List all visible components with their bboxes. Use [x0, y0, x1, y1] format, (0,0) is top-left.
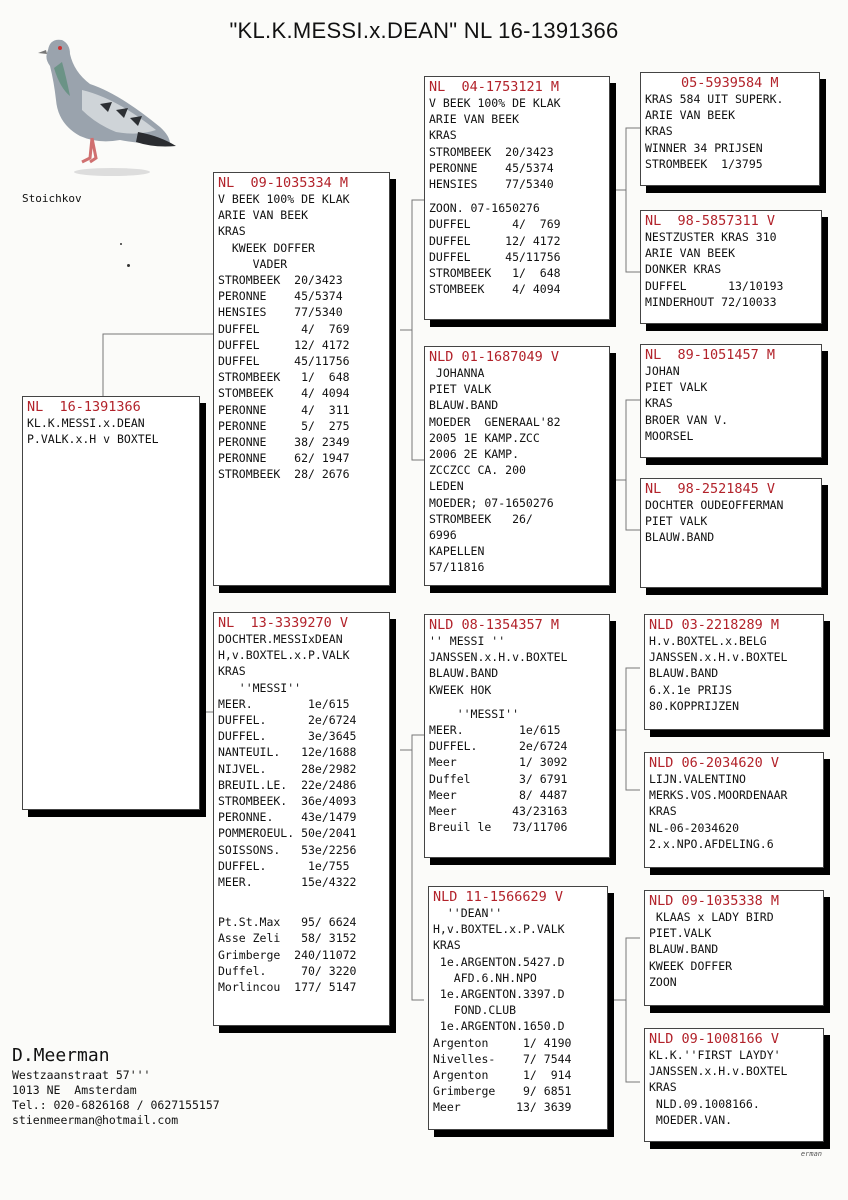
info-line: KAPELLEN: [429, 544, 485, 559]
info-line: H,v.BOXTEL.x.P.VALK: [218, 648, 350, 663]
owner-contact: [12, 1044, 220, 1128]
info-line: Argenton 1/ 4190: [433, 1035, 572, 1050]
pedigree-box-mff: [644, 614, 824, 730]
info-line: 6.X.1e PRIJS: [649, 682, 733, 697]
info-line: Grimberge 240/11072: [218, 947, 357, 962]
info-line: POMMEROEUL. 50e/2041: [218, 826, 357, 841]
pedigree-box-fmm: [640, 478, 822, 588]
info-line: DUFFEL 12/ 4172: [429, 233, 561, 248]
info-line: Duffel 3/ 6791: [429, 771, 568, 786]
info-line: KL.K.''FIRST LAYDY': [649, 1048, 781, 1062]
info-line: Meer 13/ 3639: [433, 1100, 572, 1115]
info-line: STROMBEEK 1/3795: [645, 156, 763, 171]
pedigree-box-fmf: [640, 344, 822, 458]
corner-mark: erman: [800, 1150, 822, 1158]
info-line: KRAS: [649, 1080, 677, 1095]
info-line: 2005 1E KAMP.ZCC: [429, 430, 540, 445]
info-line: KWEEK DOFFER: [649, 958, 733, 973]
info-line: STROMBEEK 20/3423: [429, 144, 554, 159]
pedigree-box-mmm: [644, 1028, 824, 1142]
info-line: KRAS: [218, 664, 246, 679]
info-line: KRAS: [645, 396, 673, 411]
ring-number: NLD 06-2034620 V: [649, 755, 780, 771]
owner-email: stienmeerman@hotmail.com: [12, 1113, 179, 1127]
info-line: KRAS: [429, 128, 457, 143]
ring-number: NLD 03-2218289 M: [649, 617, 780, 633]
pedigree-box-fm: [424, 346, 610, 586]
ring-number: NL 89-1051457 M: [645, 347, 776, 363]
info-line: DUFFEL. 1e/755: [218, 858, 350, 873]
pedigree-title: "KL.K.MESSI.x.DEAN" NL 16-1391366: [229, 18, 619, 43]
pedigree-box-mm: [428, 886, 608, 1130]
info-line: '' MESSI '': [429, 634, 506, 648]
info-line: ''MESSI'': [429, 706, 520, 721]
info-line: PERONNE 38/ 2349: [218, 435, 350, 450]
info-line: DUFFEL. 3e/3645: [218, 729, 357, 744]
info-line: DUFFEL 4/ 769: [429, 217, 561, 232]
info-line: 1e.ARGENTON.1650.D: [433, 1019, 565, 1034]
info-line: STOMBEEK 4/ 4094: [429, 282, 561, 297]
ring-number: NLD 01-1687049 V: [429, 349, 560, 365]
info-line: HENSIES 77/5340: [218, 305, 343, 320]
info-line: 2.x.NPO.AFDELING.6: [649, 836, 774, 851]
info-line: STROMBEEK 1/ 648: [429, 266, 561, 281]
ring-number: NLD 09-1008166 V: [649, 1031, 780, 1047]
info-line: 6996: [429, 528, 457, 543]
ring-number: NLD 09-1035338 M: [649, 893, 780, 909]
info-line: ARIE VAN BEEK: [645, 246, 736, 261]
info-line: ''DEAN'': [433, 906, 503, 920]
info-line: DUFFEL 4/ 769: [218, 321, 350, 336]
spacer: [218, 906, 385, 914]
info-line: DUFFEL. 2e/6724: [218, 713, 357, 728]
info-line: FOND.CLUB: [433, 1003, 517, 1018]
info-line: PIET.VALK: [649, 926, 712, 941]
info-line: JOHAN: [645, 364, 680, 378]
info-line: VADER: [218, 256, 288, 271]
info-line: MEER. 1e/615: [429, 723, 561, 738]
info-line: Duffel. 70/ 3220: [218, 963, 357, 978]
info-line: ZOON. 07-1650276: [429, 201, 540, 216]
info-line: STROMBEEK 28/ 2676: [218, 467, 350, 482]
pedigree-box-fff: [640, 72, 820, 186]
info-line: 1e.ARGENTON.3397.D: [433, 987, 565, 1002]
info-line: KWEEK DOFFER: [218, 240, 315, 255]
info-line: BLAUW.BAND: [429, 666, 499, 681]
pedigree-box-mfm: [644, 752, 824, 868]
info-line: 57/11816: [429, 560, 485, 575]
pedigree-box-ff: [424, 76, 610, 320]
info-line: MINDERHOUT 72/10033: [645, 294, 777, 309]
info-line: Breuil le 73/11706: [429, 820, 568, 835]
info-line: BROER VAN V.: [645, 412, 729, 427]
info-line: LIJN.VALENTINO: [649, 772, 746, 786]
pedigree-box-ffm: [640, 210, 822, 324]
owner-city: 1013 NE Amsterdam: [12, 1083, 137, 1097]
info-line: NL-06-2034620: [649, 820, 740, 835]
info-line: MOEDER; 07-1650276: [429, 495, 554, 510]
spacer: [429, 698, 605, 706]
info-line: STROMBEEK 26/: [429, 511, 533, 526]
info-line: 2006 2E KAMP.: [429, 447, 520, 462]
info-line: BREUIL.LE. 22e/2486: [218, 777, 357, 792]
info-line: PERONNE. 43e/1479: [218, 810, 357, 825]
photo-caption: Stoichkov: [22, 192, 82, 205]
info-line: STOMBEEK 4/ 4094: [218, 386, 350, 401]
pedigree-box-mf: [424, 614, 610, 858]
info-line: DONKER KRAS: [645, 262, 722, 277]
info-line: JOHANNA: [429, 366, 485, 380]
info-line: Meer 1/ 3092: [429, 755, 568, 770]
info-line: H,v.BOXTEL.x.P.VALK: [433, 922, 565, 937]
info-line: WINNER 34 PRIJSEN: [645, 140, 763, 155]
info-line: SOISSONS. 53e/2256: [218, 842, 357, 857]
ring-number: NLD 11-1566629 V: [433, 889, 564, 905]
info-line: DUFFEL 45/11756: [429, 249, 561, 264]
info-line: STROMBEEK 1/ 648: [218, 370, 350, 385]
info-line: ARIE VAN BEEK: [645, 108, 736, 123]
info-line: MERKS.VOS.MOORDENAAR: [649, 788, 788, 803]
info-line: DUFFEL 13/10193: [645, 278, 784, 293]
ring-number: NL 98-2521845 V: [645, 481, 776, 497]
owner-address: Westzaanstraat 57''': [12, 1068, 151, 1082]
pedigree-box-mother: [213, 612, 390, 1026]
info-line: Grimberge 9/ 6851: [433, 1084, 572, 1099]
info-line: PERONNE 5/ 275: [218, 418, 350, 433]
info-line: BLAUW.BAND: [649, 942, 719, 957]
info-line: BLAUW.BAND: [649, 666, 719, 681]
info-line: PERONNE 62/ 1947: [218, 451, 350, 466]
info-line: ''MESSI'': [218, 680, 302, 695]
info-line: DUFFEL. 2e/6724: [429, 739, 568, 754]
info-line: KLAAS x LADY BIRD: [649, 910, 774, 924]
info-line: KWEEK HOK: [429, 682, 492, 697]
info-line: P.VALK.x.H v BOXTEL: [27, 432, 159, 447]
info-line: DOCHTER.MESSIxDEAN: [218, 632, 343, 646]
info-line: KRAS 584 UIT SUPERK.: [645, 92, 784, 106]
info-line: ZOON: [649, 974, 677, 989]
info-line: PIET VALK: [429, 382, 492, 397]
ring-number: NLD 08-1354357 M: [429, 617, 560, 633]
info-line: NANTEUIL. 12e/1688: [218, 745, 357, 760]
info-line: PERONNE 4/ 311: [218, 402, 350, 417]
info-line: PIET VALK: [645, 380, 708, 395]
info-line: KRAS: [645, 124, 673, 139]
ring-number: NL 04-1753121 M: [429, 79, 560, 95]
info-line: AFD.6.NH.NPO: [433, 970, 537, 985]
ring-number: 05-5939584 M: [681, 75, 779, 91]
info-line: KRAS: [433, 938, 461, 953]
info-line: ARIE VAN BEEK: [218, 208, 309, 223]
ring-number: NL 98-5857311 V: [645, 213, 776, 229]
info-line: BLAUW.BAND: [429, 398, 499, 413]
info-line: MEER. 15e/4322: [218, 875, 357, 890]
info-line: STROMBEEK 20/3423: [218, 273, 343, 288]
pedigree-box-mmf: [644, 890, 824, 1006]
info-line: PERONNE 45/5374: [218, 289, 343, 304]
info-line: JANSSEN.x.H.v.BOXTEL: [429, 650, 568, 665]
info-line: Asse Zeli 58/ 3152: [218, 931, 357, 946]
info-line: 1e.ARGENTON.5427.D: [433, 954, 565, 969]
info-line: LEDEN: [429, 479, 464, 494]
info-line: ZCCZCC CA. 200: [429, 463, 526, 478]
info-line: STROMBEEK. 36e/4093: [218, 794, 357, 809]
info-line: BLAUW.BAND: [645, 530, 715, 545]
info-line: DOCHTER OUDEOFFERMAN: [645, 498, 784, 512]
ring-number: NL 09-1035334 M: [218, 175, 349, 191]
info-line: PERONNE 45/5374: [429, 160, 554, 175]
ring-number: NL 16-1391366: [27, 399, 141, 415]
info-line: MOEDER.VAN.: [649, 1112, 733, 1127]
info-line: 80.KOPPRIJZEN: [649, 698, 740, 713]
info-line: MOORSEL: [645, 428, 694, 443]
spacer: [218, 898, 385, 906]
info-line: Pt.St.Max 95/ 6624: [218, 915, 357, 930]
ring-number: NL 13-3339270 V: [218, 615, 349, 631]
info-line: Nivelles- 7/ 7544: [433, 1051, 572, 1066]
owner-phone: Tel.: 020-6826168 / 0627155157: [12, 1098, 220, 1112]
info-line: NIJVEL. 28e/2982: [218, 761, 357, 776]
info-line: KL.K.MESSI.x.DEAN: [27, 416, 145, 430]
info-line: V BEEK 100% DE KLAK: [218, 192, 350, 206]
info-line: Argenton 1/ 914: [433, 1068, 572, 1083]
spacer: [218, 890, 385, 898]
info-line: JANSSEN.x.H.v.BOXTEL: [649, 650, 788, 665]
info-line: NLD.09.1008166.: [649, 1096, 760, 1111]
info-line: DUFFEL 12/ 4172: [218, 337, 350, 352]
info-line: ARIE VAN BEEK: [429, 112, 520, 127]
info-line: Morlincou 177/ 5147: [218, 980, 357, 995]
owner-name: D.Meerman: [12, 1045, 110, 1066]
info-line: Meer 43/23163: [429, 804, 568, 819]
spacer: [429, 192, 605, 200]
pedigree-box-father: [213, 172, 390, 586]
info-line: JANSSEN.x.H.v.BOXTEL: [649, 1064, 788, 1079]
info-line: KRAS: [649, 804, 677, 819]
info-line: MEER. 1e/615: [218, 696, 350, 711]
info-line: KRAS: [218, 224, 246, 239]
info-line: Meer 8/ 4487: [429, 787, 568, 802]
info-line: PIET VALK: [645, 514, 708, 529]
info-line: HENSIES 77/5340: [429, 177, 554, 192]
info-line: H.v.BOXTEL.x.BELG: [649, 634, 767, 648]
info-line: V BEEK 100% DE KLAK: [429, 96, 561, 110]
info-line: DUFFEL 45/11756: [218, 354, 350, 369]
info-line: MOEDER GENERAAL'82: [429, 414, 561, 429]
pedigree-box-main: [22, 396, 200, 810]
info-line: NESTZUSTER KRAS 310: [645, 230, 777, 244]
